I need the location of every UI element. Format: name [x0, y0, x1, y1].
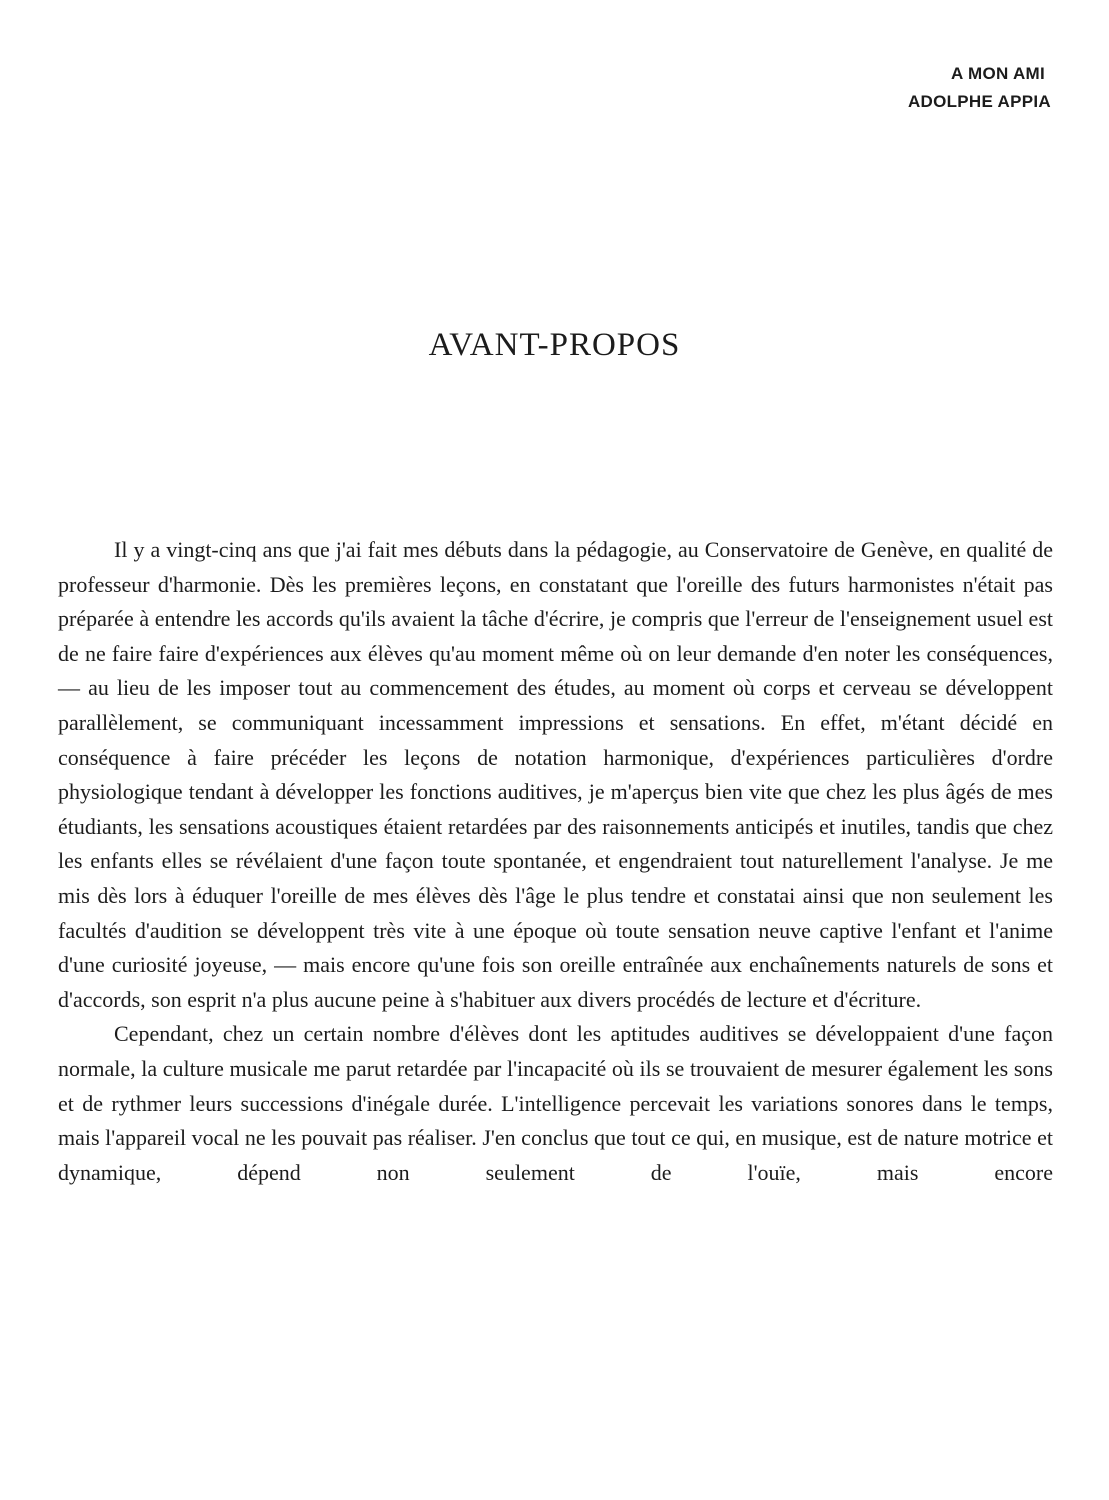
- dedication: [908, 60, 1051, 116]
- page-title: AVANT-PROPOS: [428, 327, 681, 363]
- paragraph: Cependant, chez un certain nombre d'élèves dont les aptitudes auditives se développaient d'une façon normale, la culture musicale me parut retardée par l'incapacité où ils se trouvaient de mesurer également les sons et de rythmer leurs successions d'inégale durée. L'intelligence percevait les variations sonores dans le temps, mais l'appareil vocal ne les pouvait pas réaliser. J'en conclus que tout ce qui, en musique, est de nature motrice et dynamique, dépend non seulement de l'ouïe, mais encore: [58, 1021, 1053, 1185]
- dedication-line-2: ADOLPHE APPIA: [907, 92, 1051, 111]
- dedication-line-1: A MON AMI: [951, 64, 1045, 83]
- paragraph: Il y a vingt-cinq ans que j'ai fait mes débuts dans la pédagogie, au Conservatoire de Genève, en qualité de professeur d'harmonie. Dès les premières leçons, en constatant que l'oreille des futurs harmonistes n'était pas préparée à entendre les accords qu'ils avaient la tâche d'écrire, je compris que l'erreur de l'enseignement usuel est de ne faire faire d'expériences aux élèves qu'au moment même où on leur demande d'en noter les conséquences, — au lieu de les imposer tout au commencement des études, au moment où corps et cerveau se développent parallèlement, se communiquant incessamment impressions et sensations. En effet, m'étant décidé en conséquence à faire précéder les leçons de notation harmonique, d'expériences particulières d'ordre physiologique tendant à développer les fonctions auditives, je m'aperçus bien vite que chez les plus âgés de mes étudiants, les sensations acoustiques étaient retardées par des raisonnements anticipés et inutiles, tandis que chez les enfants elles se révélaient d'une façon toute spontanée, et engendraient tout naturellement l'analyse. Je me mis dès lors à éduquer l'oreille de mes élèves dès l'âge le plus tendre et constatai ainsi que non seulement les facultés d'audition se développent très vite à une époque où toute sensation neuve captive l'enfant et l'anime d'une curiosité joyeuse, — mais encore qu'une fois son oreille entraînée aux enchaînements naturels de sons et d'accords, son esprit n'a plus aucune peine à s'habituer aux divers procédés de lecture et d'écriture.: [58, 537, 1053, 1012]
- body-text: [58, 533, 1053, 1190]
